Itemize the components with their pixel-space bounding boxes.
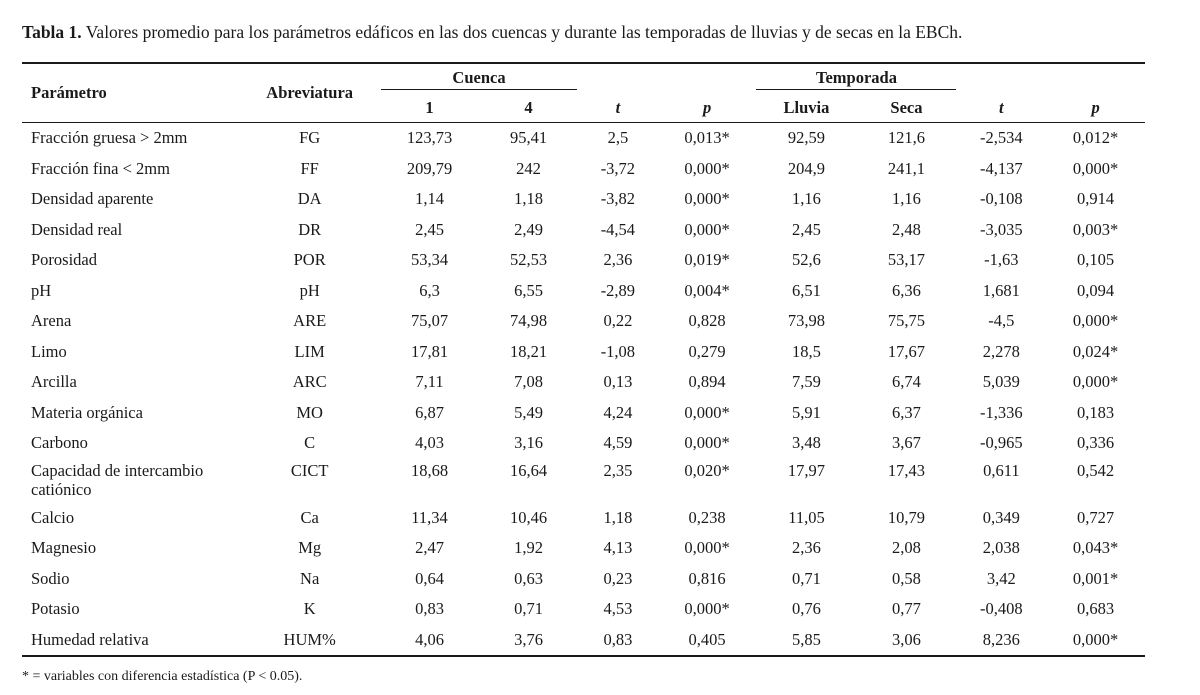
cell-seca: 10,79 — [887, 507, 926, 527]
cell-cuenca-4: 52,53 — [509, 250, 548, 270]
header-temporada-group — [756, 63, 956, 93]
cell-parametro: Calcio — [31, 507, 75, 527]
cell-cuenca-4: 7,08 — [514, 372, 543, 392]
cell-t-temporada: 1,681 — [982, 280, 1020, 300]
cell-abreviatura: HUM% — [283, 629, 336, 649]
cell-abreviatura: DR — [298, 219, 322, 239]
table-footnote: * = variables con diferencia estadística (P < 0.05). — [22, 669, 303, 684]
cell-p-temporada: 0,001* — [1072, 568, 1119, 588]
header-cuenca-4: 4 — [524, 97, 533, 117]
table-row — [22, 154, 1145, 185]
cell-seca: 75,75 — [887, 311, 926, 331]
cell-p-temporada: 0,000* — [1072, 311, 1119, 331]
header-cuenca: Cuenca — [452, 67, 506, 87]
cell-p-cuenca: 0,000* — [684, 538, 730, 558]
cell-cuenca-1: 123,73 — [406, 128, 453, 148]
cell-cuenca-1: 1,14 — [415, 189, 444, 209]
cell-t-cuenca: 0,83 — [603, 629, 633, 649]
temporada-group-rule — [756, 89, 956, 90]
cell-t-temporada: -2,534 — [980, 128, 1023, 148]
cell-cuenca-4: 3,16 — [514, 433, 543, 453]
cell-parametro: Potasio — [31, 599, 80, 619]
cell-parametro: Carbono — [31, 433, 88, 453]
cell-seca: 17,43 — [887, 460, 926, 480]
cell-cuenca-4: 18,21 — [509, 341, 548, 361]
cell-seca: 6,37 — [892, 402, 921, 422]
cell-parametro: Fracción fina < 2mm — [31, 158, 170, 178]
cell-t-cuenca: -1,08 — [600, 341, 636, 361]
cell-seca: 1,16 — [892, 189, 921, 209]
cell-seca: 3,06 — [892, 629, 921, 649]
cell-seca: 0,58 — [892, 568, 921, 588]
cell-t-cuenca: -3,82 — [600, 189, 636, 209]
header-cuenca-group — [380, 63, 578, 93]
cell-cuenca-4: 1,92 — [514, 538, 543, 558]
cell-p-cuenca: 0,000* — [684, 189, 730, 209]
cell-t-temporada: -0,408 — [980, 599, 1023, 619]
table-row — [22, 245, 1145, 276]
cell-seca: 241,1 — [887, 158, 926, 178]
cell-t-temporada: -3,035 — [980, 219, 1023, 239]
cell-p-cuenca: 0,020* — [684, 460, 730, 480]
cell-p-cuenca: 0,279 — [688, 341, 726, 361]
cell-p-temporada: 0,094 — [1077, 280, 1115, 300]
cell-abreviatura: Ca — [300, 507, 319, 527]
cell-abreviatura: CICT — [290, 460, 329, 480]
cell-seca: 121,6 — [887, 128, 926, 148]
cell-t-temporada: 2,038 — [982, 538, 1020, 558]
cell-cuenca-1: 11,34 — [411, 507, 448, 527]
cell-cuenca-1: 4,03 — [415, 433, 444, 453]
cell-cuenca-1: 0,83 — [415, 599, 444, 619]
cell-abreviatura: FF — [300, 158, 319, 178]
cell-p-temporada: 0,024* — [1072, 341, 1119, 361]
cell-lluvia: 6,51 — [792, 280, 821, 300]
cell-cuenca-4: 5,49 — [514, 402, 543, 422]
cell-abreviatura: POR — [293, 250, 326, 270]
cell-t-temporada: -0,965 — [980, 433, 1023, 453]
cell-seca: 6,36 — [892, 280, 921, 300]
cell-lluvia: 5,85 — [792, 629, 821, 649]
cell-cuenca-1: 6,3 — [419, 280, 440, 300]
cell-t-cuenca: 2,35 — [603, 460, 633, 480]
cell-abreviatura: FG — [299, 128, 321, 148]
cell-parametro: Materia orgánica — [31, 402, 143, 422]
cell-seca: 17,67 — [887, 341, 926, 361]
cell-p-temporada: 0,043* — [1072, 538, 1119, 558]
cell-lluvia: 1,16 — [792, 189, 821, 209]
cell-lluvia: 52,6 — [792, 250, 821, 270]
cell-cuenca-4: 242 — [516, 158, 541, 178]
cell-cuenca-4: 1,18 — [514, 189, 543, 209]
cell-p-temporada: 0,105 — [1077, 250, 1115, 270]
cell-cuenca-4: 3,76 — [514, 629, 543, 649]
cell-parametro: Fracción gruesa > 2mm — [31, 128, 188, 148]
cell-lluvia: 92,59 — [787, 128, 826, 148]
cell-cuenca-1: 75,07 — [410, 311, 449, 331]
cell-lluvia: 3,48 — [792, 433, 821, 453]
cell-p-temporada: 0,000* — [1072, 372, 1119, 392]
table-row — [22, 428, 1145, 459]
table-caption-label: Tabla 1. — [22, 22, 82, 42]
header-lluvia: Lluvia — [783, 97, 830, 117]
cell-t-cuenca: 0,13 — [603, 372, 633, 392]
header-seca: Seca — [890, 97, 923, 117]
cell-p-temporada: 0,003* — [1072, 219, 1119, 239]
cell-p-cuenca: 0,000* — [684, 433, 730, 453]
cell-p-temporada: 0,183 — [1077, 402, 1115, 422]
cell-p-cuenca: 0,894 — [688, 372, 726, 392]
cell-p-temporada: 0,012* — [1072, 128, 1119, 148]
cell-p-temporada: 0,914 — [1077, 189, 1115, 209]
cell-t-temporada: 3,42 — [986, 568, 1016, 588]
cell-t-temporada: -0,108 — [980, 189, 1023, 209]
cell-abreviatura: ARC — [292, 372, 327, 392]
table-row — [22, 625, 1145, 657]
cell-abreviatura: LIM — [294, 341, 325, 361]
cell-t-cuenca: 4,24 — [603, 402, 633, 422]
cell-p-cuenca: 0,000* — [684, 219, 730, 239]
cell-cuenca-4: 0,71 — [514, 599, 543, 619]
cell-t-cuenca: 4,13 — [603, 538, 633, 558]
cell-p-cuenca: 0,004* — [684, 280, 730, 300]
header-t-temporada: t — [999, 97, 1004, 117]
cell-cuenca-1: 209,79 — [406, 158, 453, 178]
cell-p-temporada: 0,683 — [1077, 599, 1115, 619]
cell-p-temporada: 0,000* — [1072, 629, 1119, 649]
cell-t-cuenca: 2,36 — [603, 250, 633, 270]
cell-p-cuenca: 0,013* — [684, 128, 730, 148]
cell-parametro — [22, 459, 239, 503]
table-row — [22, 215, 1145, 246]
cell-cuenca-4: 74,98 — [509, 311, 548, 331]
table-row — [22, 459, 1145, 503]
cell-abreviatura: Na — [300, 568, 320, 588]
cell-cuenca-4: 95,41 — [509, 128, 548, 148]
table-row — [22, 337, 1145, 368]
table-row — [22, 564, 1145, 595]
cell-abreviatura: MO — [296, 402, 323, 422]
header-abreviatura: Abreviatura — [266, 83, 354, 102]
cell-parametro: Sodio — [31, 568, 70, 588]
cell-cuenca-1: 2,45 — [415, 219, 444, 239]
cell-parametro: Limo — [31, 341, 67, 361]
cell-cuenca-4: 2,49 — [514, 219, 543, 239]
cell-parametro: Magnesio — [31, 538, 97, 558]
cell-t-temporada: -4,137 — [980, 158, 1023, 178]
table-row — [22, 123, 1145, 154]
cell-lluvia: 17,97 — [787, 460, 826, 480]
cell-cuenca-1: 0,64 — [415, 568, 444, 588]
header-parametro: Parámetro — [31, 83, 107, 102]
cell-parametro: Porosidad — [31, 250, 97, 270]
cell-lluvia: 204,9 — [787, 158, 826, 178]
cell-seca: 3,67 — [892, 433, 921, 453]
cell-parametro: Densidad real — [31, 219, 123, 239]
cell-p-cuenca: 0,238 — [688, 507, 726, 527]
cell-cuenca-1: 6,87 — [415, 402, 444, 422]
cell-cuenca-4: 6,55 — [514, 280, 543, 300]
cell-seca: 6,74 — [892, 372, 921, 392]
header-p-cuenca: p — [702, 97, 712, 117]
cell-lluvia: 0,76 — [792, 599, 821, 619]
cell-t-cuenca: 1,18 — [603, 507, 633, 527]
header-cuenca-1: 1 — [425, 97, 434, 117]
table-caption-text: Valores promedio para los parámetros edáficos en las dos cuencas y durante las temporadas de lluvias y de secas en la EBCh. — [81, 22, 963, 42]
cell-lluvia: 0,71 — [792, 568, 821, 588]
table-row — [22, 398, 1145, 429]
table-caption — [22, 22, 962, 43]
cell-p-cuenca: 0,828 — [688, 311, 726, 331]
cell-p-temporada: 0,000* — [1072, 158, 1119, 178]
cell-t-cuenca: 0,22 — [603, 311, 633, 331]
cell-parametro: Humedad relativa — [31, 629, 149, 649]
cell-seca: 0,77 — [892, 599, 921, 619]
cell-seca: 2,08 — [892, 538, 921, 558]
cell-p-cuenca: 0,816 — [688, 568, 726, 588]
header-t-cuenca: t — [615, 97, 621, 117]
cell-t-cuenca: 4,53 — [603, 599, 633, 619]
cell-lluvia: 2,36 — [792, 538, 821, 558]
cell-seca: 53,17 — [887, 250, 926, 270]
cell-t-temporada: -1,63 — [984, 250, 1019, 270]
cell-cuenca-1: 53,34 — [410, 250, 449, 270]
data-table — [22, 62, 1145, 657]
cell-cuenca-4: 0,63 — [514, 568, 543, 588]
cell-t-cuenca: -2,89 — [600, 280, 636, 300]
cell-parametro: pH — [31, 280, 52, 300]
cell-cuenca-1: 17,81 — [410, 341, 449, 361]
cell-lluvia: 2,45 — [792, 219, 821, 239]
cell-cuenca-4: 16,64 — [509, 460, 548, 480]
cell-parametro-line: Capacidad de intercambio — [31, 460, 204, 480]
cell-t-cuenca: -4,54 — [600, 219, 636, 239]
cell-t-temporada: 2,278 — [982, 341, 1020, 361]
cell-t-cuenca: 4,59 — [603, 433, 633, 453]
cell-lluvia: 11,05 — [788, 507, 825, 527]
cell-parametro: Arcilla — [31, 372, 77, 392]
cell-p-cuenca: 0,000* — [684, 158, 730, 178]
cell-t-temporada: 8,236 — [982, 629, 1020, 649]
cell-lluvia: 5,91 — [792, 402, 821, 422]
cell-abreviatura: DA — [297, 189, 322, 209]
table-row — [22, 276, 1145, 307]
table-row — [22, 594, 1145, 625]
table-row — [22, 306, 1145, 337]
cell-abreviatura: C — [304, 433, 316, 453]
header-temporada: Temporada — [815, 67, 897, 87]
cell-p-temporada: 0,727 — [1077, 507, 1115, 527]
cell-t-temporada: 0,349 — [982, 507, 1020, 527]
cell-abreviatura: pH — [299, 280, 320, 300]
cell-cuenca-1: 18,68 — [410, 460, 449, 480]
cell-t-temporada: 5,039 — [982, 372, 1020, 392]
table-row — [22, 533, 1145, 564]
cell-p-cuenca: 0,405 — [688, 629, 726, 649]
cell-p-cuenca: 0,000* — [684, 599, 730, 619]
cell-lluvia: 7,59 — [792, 372, 821, 392]
cuenca-group-rule — [381, 89, 577, 90]
cell-t-cuenca: 2,5 — [607, 128, 629, 148]
table-row — [22, 367, 1145, 398]
cell-t-temporada: 0,611 — [983, 460, 1020, 480]
cell-abreviatura: Mg — [298, 538, 322, 558]
cell-seca: 2,48 — [892, 219, 921, 239]
table-row — [22, 503, 1145, 534]
cell-cuenca-4: 10,46 — [509, 507, 548, 527]
cell-p-cuenca: 0,019* — [684, 250, 730, 270]
cell-t-temporada: -1,336 — [980, 402, 1023, 422]
cell-parametro: Densidad aparente — [31, 189, 154, 209]
cell-cuenca-1: 7,11 — [415, 372, 444, 392]
cell-parametro-line: catiónico — [31, 479, 92, 499]
cell-cuenca-1: 4,06 — [415, 629, 444, 649]
cell-p-temporada: 0,542 — [1077, 460, 1115, 480]
header-p-temporada: p — [1091, 97, 1100, 117]
table-row — [22, 184, 1145, 215]
cell-t-cuenca: 0,23 — [603, 568, 633, 588]
cell-p-cuenca: 0,000* — [684, 402, 730, 422]
cell-parametro: Arena — [31, 311, 72, 331]
cell-lluvia: 73,98 — [787, 311, 826, 331]
cell-lluvia: 18,5 — [792, 341, 821, 361]
cell-t-cuenca: -3,72 — [600, 158, 636, 178]
cell-t-temporada: -4,5 — [988, 311, 1015, 331]
cell-abreviatura: K — [303, 599, 316, 619]
cell-abreviatura: ARE — [293, 311, 327, 331]
cell-cuenca-1: 2,47 — [415, 538, 444, 558]
cell-p-temporada: 0,336 — [1077, 433, 1115, 453]
